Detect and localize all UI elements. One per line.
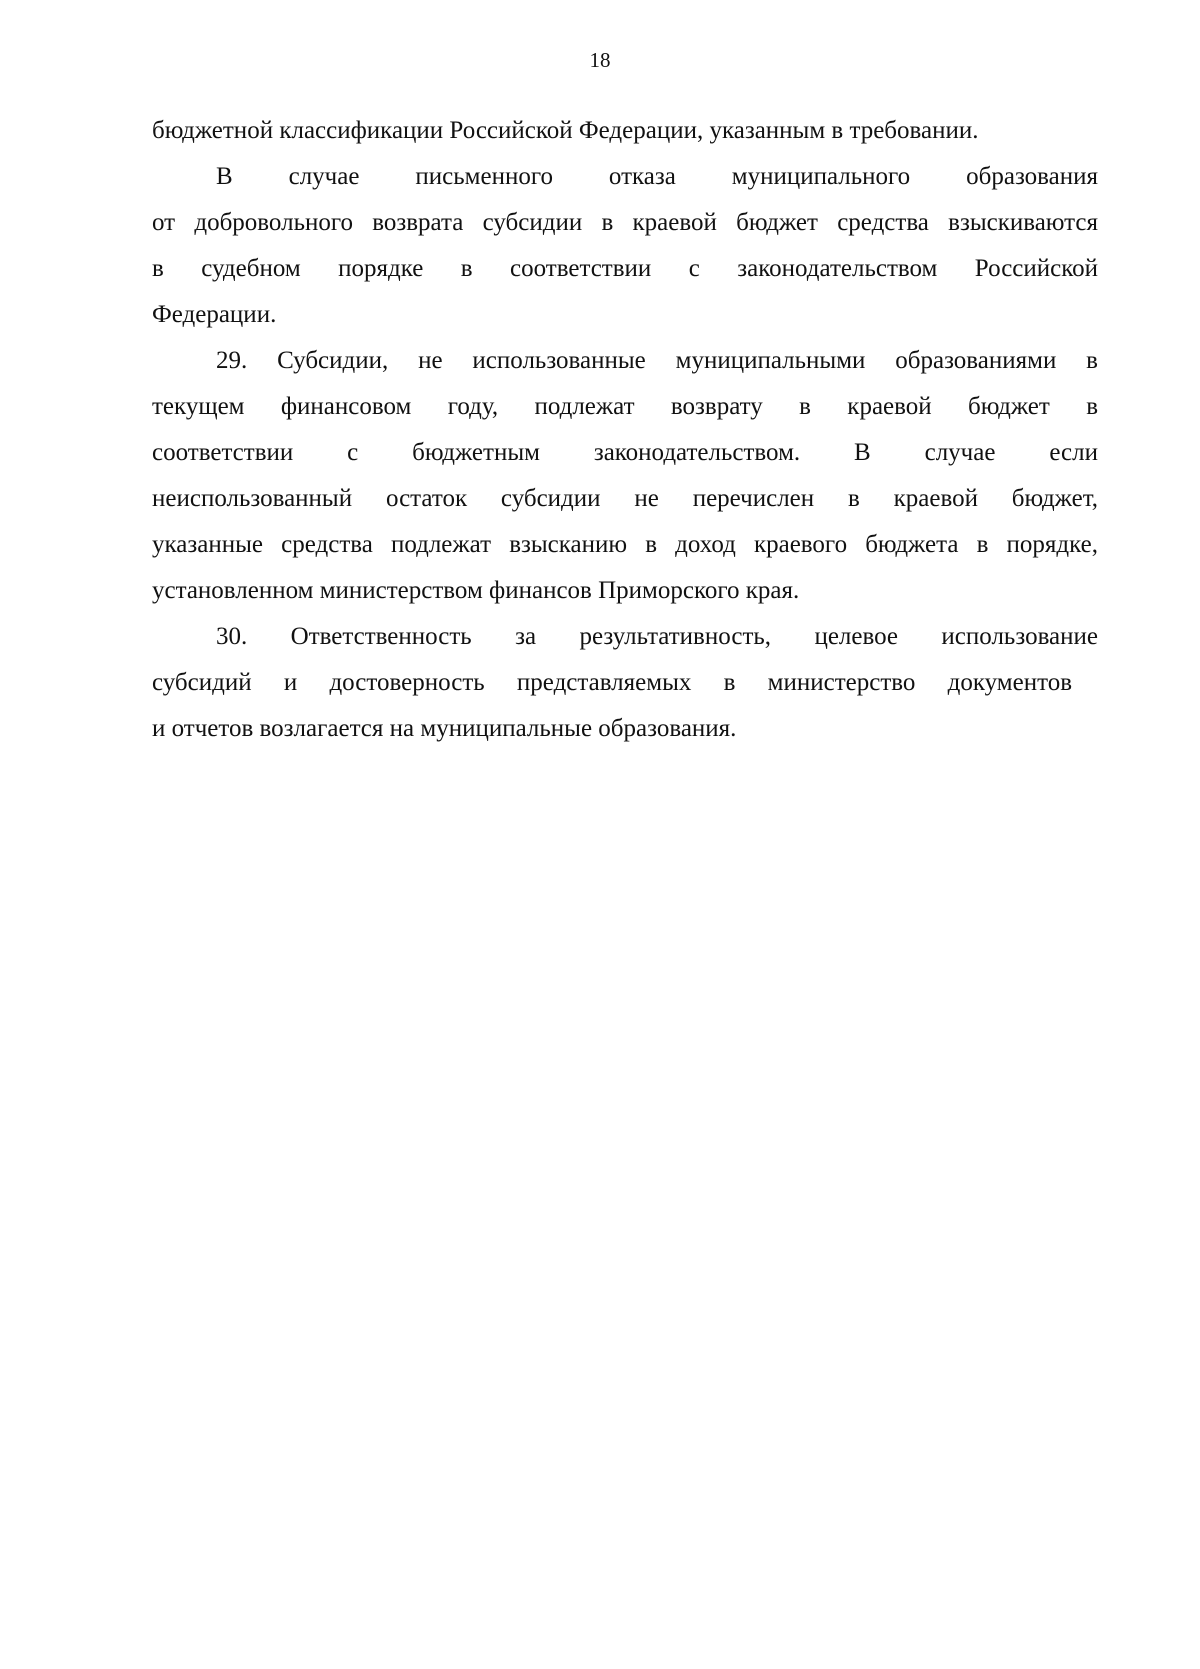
text-line: 30. Ответственность за результативность, целевое использование: [216, 623, 1098, 650]
text-line: и отчетов возлагается на муниципальные образования.: [152, 715, 737, 742]
text-line: субсидий и достоверность представляемых в министерство документов: [152, 669, 1072, 696]
text-line: Федерации.: [152, 301, 277, 328]
paragraph-29: [152, 338, 1098, 614]
paragraph-refusal: [152, 154, 1098, 338]
text-line: неиспользованный остаток субсидии не перечислен в краевой бюджет,: [152, 485, 1098, 512]
text-line: установленном министерством финансов Приморского края.: [152, 577, 800, 604]
text-line: текущем финансовом году, подлежат возврату в краевой бюджет в: [152, 393, 1098, 420]
page-number: 18: [589, 48, 611, 72]
text-line: соответствии с бюджетным законодательством. В случае если: [152, 439, 1098, 466]
document-body: [152, 108, 1098, 752]
text-line: в судебном порядке в соответствии с законодательством Российской: [152, 255, 1098, 282]
paragraph-30: [152, 614, 1098, 752]
text-line: В случае письменного отказа муниципального образования: [216, 163, 1098, 190]
text-line: бюджетной классификации Российской Федерации, указанным в требовании.: [152, 117, 979, 144]
text-line: указанные средства подлежат взысканию в доход краевого бюджета в порядке,: [152, 531, 1098, 558]
paragraph-continuation: [152, 108, 1098, 154]
text-line: 29. Субсидии, не использованные муниципальными образованиями в: [216, 347, 1098, 374]
text-line: от добровольного возврата субсидии в краевой бюджет средства взыскиваются: [152, 209, 1098, 236]
